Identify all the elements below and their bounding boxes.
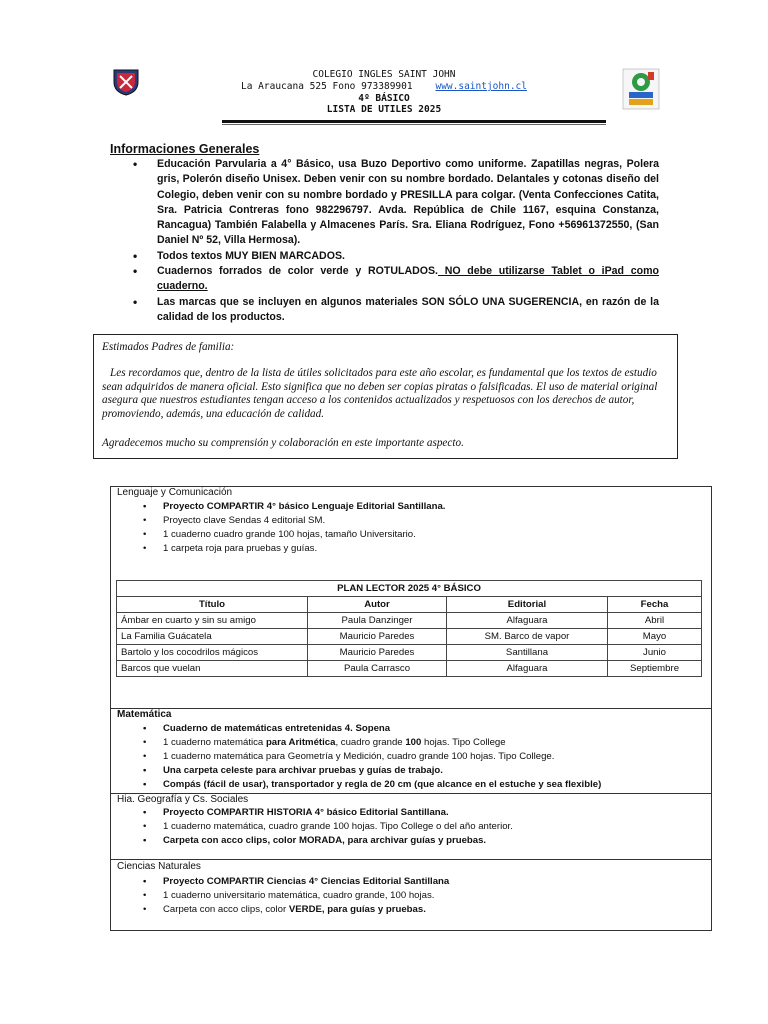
- list-item-part: hojas. Tipo College: [421, 736, 506, 748]
- info-item-notebooks: [133, 264, 659, 295]
- col-header-fecha: Fecha: [608, 597, 702, 613]
- list-item-part: VERDE, para guías y pruebas.: [288, 903, 426, 915]
- list-item-part: para Aritmética: [265, 736, 336, 748]
- list-item: • 1 cuaderno matemática, cuadro grande 100 hojas. Tipo College o del año anterior.: [143, 820, 703, 834]
- table-row: [117, 629, 702, 645]
- notice-greeting: Estimados Padres de familia:: [102, 341, 235, 353]
- list-item: • Una carpeta celeste para archivar pruebas y guías de trabajo.: [143, 764, 703, 778]
- col-header-autor: Autor: [308, 597, 447, 613]
- list-item: • Carpeta con acco clips, color MORADA, para archivar guías y pruebas.: [143, 834, 703, 848]
- section-divider: [110, 708, 712, 709]
- list-item: • Proyecto clave Sendas 4 editorial SM.: [143, 514, 703, 528]
- list-item: • Proyecto COMPARTIR HISTORIA 4° básico Editorial Santillana.: [143, 806, 703, 820]
- subject-lenguaje-title: Lenguaje y Comunicación: [117, 487, 233, 498]
- school-name: COLEGIO INGLES SAINT JOHN: [312, 69, 456, 80]
- school-address-line: [0, 81, 768, 93]
- list-item: • 1 cuaderno universitario matemática, cuadro grande, 100 hojas.: [143, 889, 703, 903]
- notice-body: Les recordamos que, dentro de la lista de útiles solicitados para este año escolar, es fundamental que los textos de estudio sean adquiridos de manera oficial. Esto significa que no deben ser copias piratas o falsificadas. El uso de material original asegura que nuestros estudiantes tengan acceso a los contenidos actualizados y respetuosos con los derechos de autor, promoviendo, además, una educación de calidad.: [102, 367, 658, 420]
- list-item: • Cuaderno de matemáticas entretenidas 4. Sopena: [143, 722, 703, 736]
- list-item: • 1 cuaderno matemática para Geometría y Medición, cuadro grande 100 hojas. Tipo College.: [143, 750, 703, 764]
- list-item: [143, 736, 703, 750]
- cell-editorial: SM. Barco de vapor: [447, 629, 608, 645]
- subject-matematica-title: Matemática: [117, 709, 172, 720]
- subject-ciencias-title: Ciencias Naturales: [117, 861, 201, 872]
- header-divider-thin: [222, 124, 606, 125]
- list-item-part: , cuadro grande: [335, 736, 406, 748]
- lenguaje-items: [143, 500, 703, 556]
- subject-historia-title: Hia. Geografía y Cs. Sociales: [117, 794, 249, 805]
- cell-fecha: Mayo: [608, 629, 702, 645]
- cell-fecha: Septiembre: [608, 661, 702, 677]
- cell-fecha: Abril: [608, 613, 702, 629]
- grade-label: 4º BÁSICO: [358, 93, 410, 104]
- cell-titulo: Ámbar en cuarto y sin su amigo: [117, 613, 308, 629]
- list-item-part: 1 cuaderno matemática: [163, 736, 266, 748]
- historia-items: [143, 806, 703, 848]
- plan-lector-table: [116, 580, 702, 677]
- ciencias-items: [143, 875, 703, 917]
- col-header-titulo: Título: [117, 597, 308, 613]
- cell-titulo: Barcos que vuelan: [117, 661, 308, 677]
- info-list: [133, 157, 659, 325]
- section-divider: [110, 859, 712, 860]
- info-item-uniform: • Educación Parvularia a 4° Básico, usa Buzo Deportivo como uniforme. Zapatillas negras, Polera gris, Polerón diseño Unisex. Deben venir con su nombre bordado. Delantales y cotonas diseño del Colegio, deben venir con su nombre bordado y PRESILLA para colgar. (Venta Confecciones Catita, Sra. Patricia Contreras fono 982296797. Avda. República de Chile 1167, esquina Constanza, Rancagua) También Falabella y Almacenes París. Sra. Eliana Rodríguez, Fono +56961372550, (San Daniel Nº 52, Villa Hermosa).: [133, 157, 659, 249]
- list-item: • Compás (fácil de usar), transportador y regla de 20 cm (que alcance en el estuche y sea flexible): [143, 778, 703, 792]
- notice-closing: Agradecemos mucho su comprensión y colaboración en este importante aspecto.: [102, 437, 464, 449]
- list-item-part: Carpeta con acco clips, color: [163, 903, 289, 915]
- table-row: [117, 613, 702, 629]
- list-item: • Proyecto COMPARTIR Ciencias 4° Ciencias Editorial Santillana: [143, 875, 703, 889]
- cell-titulo: La Familia Guácatela: [117, 629, 308, 645]
- info-item-notebooks-a: Cuadernos forrados de color verde y ROTULADOS.: [157, 265, 438, 278]
- list-item: • 1 cuaderno cuadro grande 100 hojas, tamaño Universitario.: [143, 528, 703, 542]
- info-item-notebooks-b: NO debe utilizarse Tablet o iPad como cuaderno.: [157, 265, 659, 293]
- list-item: • Proyecto COMPARTIR 4° básico Lenguaje Editorial Santillana.: [143, 500, 703, 514]
- cell-fecha: Junio: [608, 645, 702, 661]
- cell-autor: Paula Carrasco: [308, 661, 447, 677]
- info-item-texts: • Todos textos MUY BIEN MARCADOS.: [133, 249, 659, 264]
- website-link[interactable]: www.saintjohn.cl: [435, 81, 527, 92]
- list-item-part: 100: [405, 736, 422, 748]
- matematica-items: [143, 722, 703, 792]
- cell-editorial: Santillana: [447, 645, 608, 661]
- cell-autor: Mauricio Paredes: [308, 629, 447, 645]
- cell-titulo: Bartolo y los cocodrilos mágicos: [117, 645, 308, 661]
- info-item-brands: • Las marcas que se incluyen en algunos materiales SON SÓLO UNA SUGERENCIA, en razón de la calidad de los productos.: [133, 295, 659, 326]
- col-header-editorial: Editorial: [447, 597, 608, 613]
- list-item: • 1 carpeta roja para pruebas y guías.: [143, 542, 703, 556]
- parents-notice-box: [93, 334, 678, 459]
- plan-lector-title: PLAN LECTOR 2025 4° BÁSICO: [117, 581, 702, 597]
- school-address: La Araucana 525 Fono 973389901: [241, 81, 413, 92]
- info-title: Informaciones Generales: [110, 142, 260, 156]
- table-row: [117, 661, 702, 677]
- cell-editorial: Alfaguara: [447, 661, 608, 677]
- header-divider: [222, 120, 606, 123]
- cell-autor: Paula Danzinger: [308, 613, 447, 629]
- list-item: [143, 903, 703, 917]
- list-title: LISTA DE UTILES 2025: [326, 104, 442, 115]
- cell-autor: Mauricio Paredes: [308, 645, 447, 661]
- table-row: [117, 645, 702, 661]
- cell-editorial: Alfaguara: [447, 613, 608, 629]
